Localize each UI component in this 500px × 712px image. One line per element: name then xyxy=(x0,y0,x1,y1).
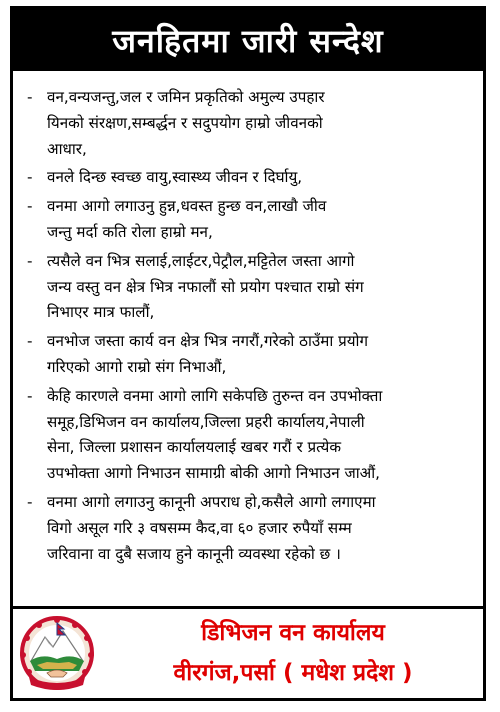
list-item-text: वनमा आगो लगाउनु हुन्न,धवस्त हुन्छ वन,लाखौ जीव जन्तु मर्दा कति रोला हाम्रो मन, xyxy=(47,197,327,241)
list-item-text: केहि कारणले वनमा आगो लागि सकेपछि तुरुन्त वन उपभोक्ता समूह,डिभिजन वन कार्यालय,जिल्ला प्रहरी कार्यालय,नेपाली सेना, जिल्ला प्रशासन कार्यालयलाई खबर गरौं र प्रत्येक उपभोक्ता आगो निभाउन सामाग्री बोकी आगो निभाउन जाऔं, xyxy=(47,386,383,483)
list-item xyxy=(27,194,473,246)
bullet-dash: - xyxy=(27,386,33,405)
list-item xyxy=(27,384,473,487)
office-name-line2: वीरगंज,पर्सा ( मधेश प्रदेश ) xyxy=(173,660,413,686)
bullet-dash: - xyxy=(27,197,33,216)
list-item-text: वन,वन्यजन्तु,जल र जमिन प्रकृतिको अमुल्य उपहार यिनको संरक्षण,सम्बर्द्धन र सदुपयोग हाम्रो जीवनको आधार, xyxy=(47,88,325,158)
bullet-dash: - xyxy=(27,492,33,511)
list-item-text: त्यसैले वन भित्र सलाई,लाईटर,पेट्रौल,मट्टितेल जस्ता आगो जन्य वस्तु वन क्षेत्र भित्र नफालौं सो प्रयोग पश्चात राम्रो संग निभाएर मात्र फालौं, xyxy=(47,251,364,322)
list-item-text: वनभोज जस्ता कार्य वन क्षेत्र भित्र नगरौं,गरेको ठाउँमा प्रयोग गरिएको आगो राम्रो संग निभाऔं, xyxy=(47,332,369,376)
list-item xyxy=(27,165,473,191)
poster-title: जनहितमा जारी सन्देश xyxy=(112,21,384,60)
message-list xyxy=(27,85,473,570)
list-item xyxy=(27,85,473,162)
nepal-government-emblem-icon xyxy=(17,615,97,693)
footer xyxy=(13,606,483,698)
bullet-dash: - xyxy=(27,332,33,351)
title-bar xyxy=(13,9,483,71)
notice-poster xyxy=(10,6,486,701)
bullet-dash: - xyxy=(27,251,33,270)
bullet-dash: - xyxy=(27,168,33,187)
list-item xyxy=(27,249,473,326)
list-item-text: वनले दिन्छ स्वच्छ वायु,स्वास्थ्य जीवन र दिर्घायु, xyxy=(47,168,303,187)
list-item xyxy=(27,329,473,381)
office-name xyxy=(109,613,477,693)
list-item xyxy=(27,490,473,567)
bullet-dash: - xyxy=(27,88,33,106)
list-item-text: वनमा आगो लगाउनु कानूनी अपराध हो,कसैले आगो लगाएमा विगो असूल गरि ३ वषसम्म कैद,वा ६० हजार रुपैयाँ सम्म जरिवाना वा दुबै सजाय हुने कानूनी व्यवस्था रहेको छ । xyxy=(47,492,376,563)
office-name-line1: डिभिजन वन कार्यालय xyxy=(201,620,385,646)
